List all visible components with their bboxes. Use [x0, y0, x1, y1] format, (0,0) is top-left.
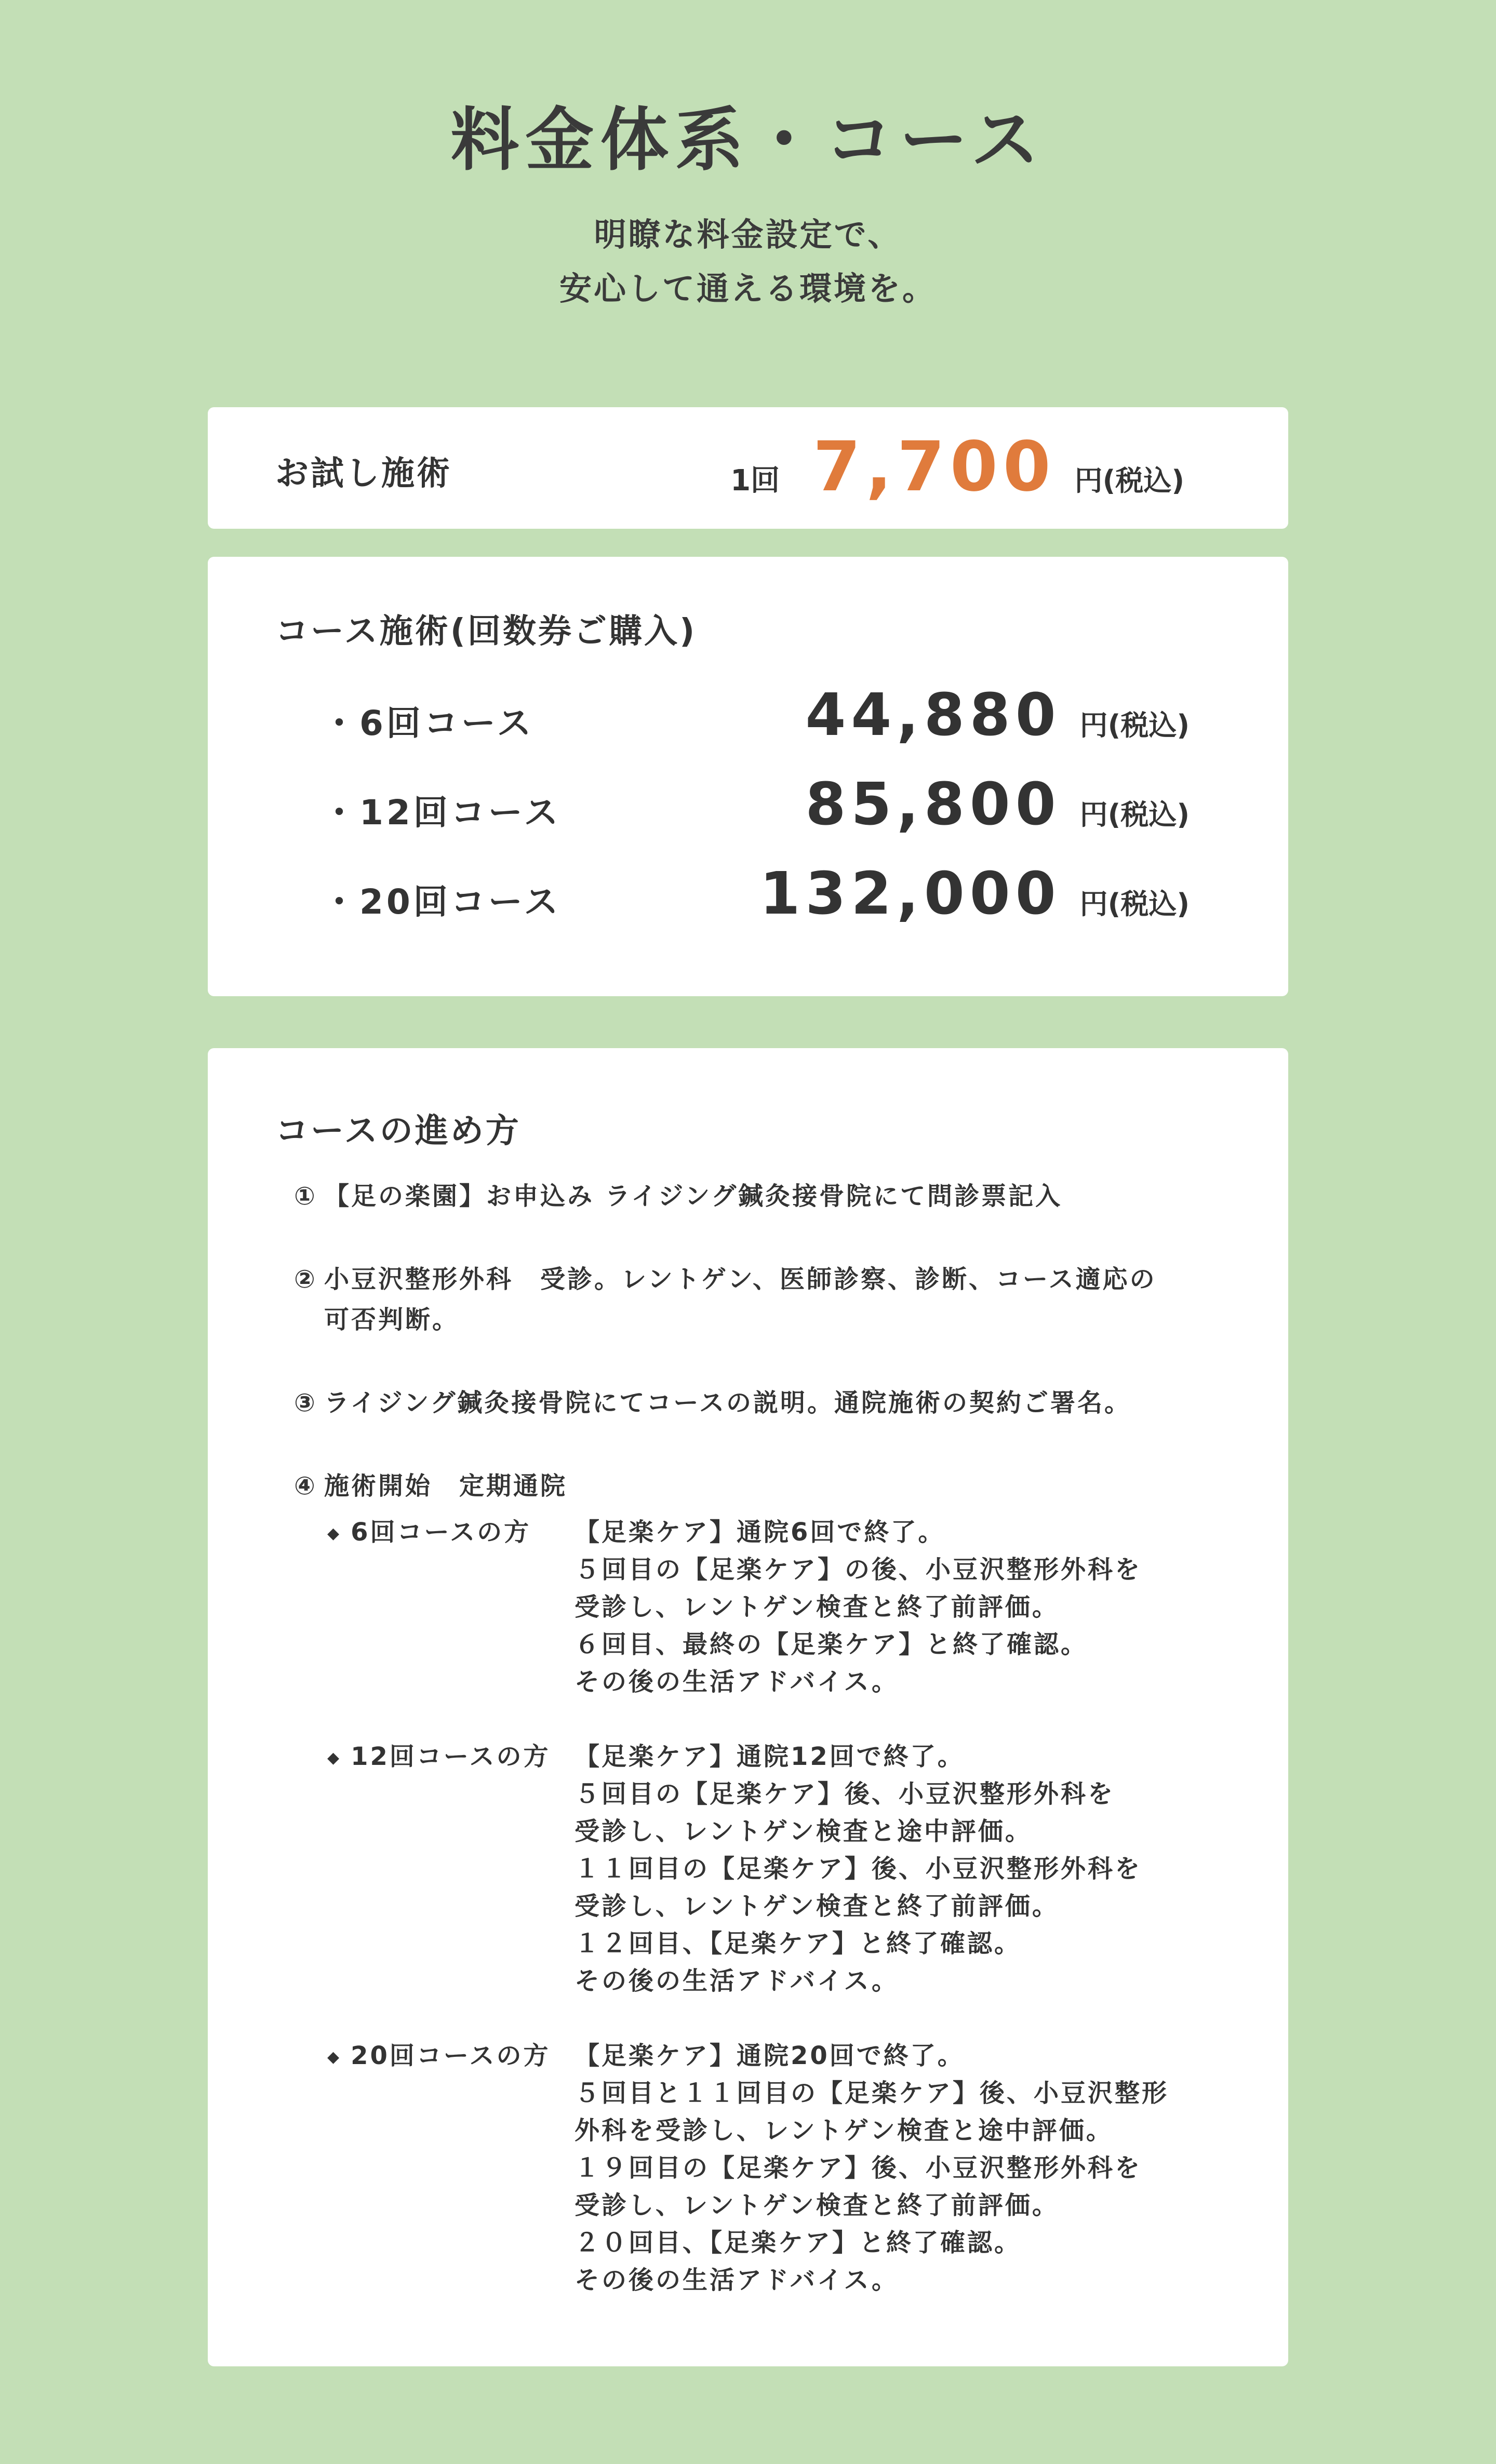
- plan-line: 受診し、レントゲン検査と途中評価。: [575, 1817, 1032, 1846]
- trial-price: [730, 428, 1184, 506]
- trial-amount: 7,700: [813, 427, 1056, 507]
- plan-line: 【足楽ケア】通院12回で終了。: [575, 1742, 965, 1771]
- flow-steps: [294, 1176, 1219, 2299]
- course-row-12: [322, 771, 1190, 860]
- plan-line: 受診し、レントゲン検査と終了前評価。: [575, 2191, 1059, 2220]
- step-4: [294, 1466, 1219, 1506]
- plan-line: ５回目の【足楽ケア】後、小豆沢整形外科を: [575, 1779, 1115, 1809]
- course-name: ・12回コース: [322, 793, 562, 833]
- plan-label-text: 12回コースの方: [351, 1742, 551, 1771]
- course-price: 85,800: [805, 771, 1061, 838]
- flow-card: [208, 1048, 1288, 2366]
- plan-line: １２回目、【足楽ケア】と終了確認。: [575, 1929, 1022, 1958]
- page-header: [0, 99, 1496, 316]
- plan-line: ５回目の【足楽ケア】の後、小豆沢整形外科を: [575, 1555, 1142, 1584]
- plan-line: １９回目の【足楽ケア】後、小豆沢整形外科を: [575, 2153, 1142, 2182]
- step-number: ③: [294, 1388, 317, 1417]
- tax-label: (税込): [1107, 709, 1190, 742]
- course-yen: [1080, 882, 1190, 922]
- step-text-continued: 可否判断。: [324, 1305, 460, 1334]
- course-price: 44,880: [805, 681, 1061, 749]
- plan-description: [575, 1738, 1219, 2000]
- trial-count: 1回: [730, 464, 780, 498]
- plan-6: [294, 1514, 1219, 1700]
- page-title: 料金体系・コース: [450, 100, 1046, 180]
- tax-label: (税込): [1102, 464, 1184, 497]
- diamond-bullet-icon: ◆: [327, 2048, 342, 2066]
- plan-line: 受診し、レントゲン検査と終了前評価。: [575, 1892, 1059, 1921]
- step-1: [294, 1176, 1219, 1216]
- course-heading: コース施術(回数券ご購入): [275, 612, 697, 651]
- yen-label: 円: [1074, 464, 1103, 497]
- plan-label-text: 6回コースの方: [351, 1518, 531, 1547]
- plan-line: ２０回目、【足楽ケア】と終了確認。: [575, 2228, 1022, 2257]
- step-number: ①: [294, 1182, 317, 1211]
- step-text: ライジング鍼灸接骨院にてコースの説明。通院施術の契約ご署名。: [324, 1388, 1132, 1417]
- diamond-bullet-icon: ◆: [327, 1749, 342, 1767]
- step-text: 施術開始 定期通院: [324, 1471, 568, 1501]
- plan-line: その後の生活アドバイス。: [575, 1966, 899, 1996]
- plan-line: 受診し、レントゲン検査と終了前評価。: [575, 1592, 1059, 1622]
- plan-line: その後の生活アドバイス。: [575, 2266, 899, 2295]
- course-yen: [1080, 703, 1190, 743]
- course-row-6: [322, 681, 1190, 771]
- plan-line: １１回目の【足楽ケア】後、小豆沢整形外科を: [575, 1854, 1142, 1883]
- tax-label: (税込): [1107, 798, 1190, 831]
- flow-heading: コースの進め方: [275, 1112, 521, 1150]
- course-yen: [1080, 793, 1190, 833]
- tax-label: (税込): [1107, 888, 1190, 920]
- yen-label: 円: [1079, 798, 1108, 831]
- step-text: 小豆沢整形外科 受診。レントゲン、医師診察、診断、コース適応の: [324, 1265, 1157, 1294]
- plan-line: 外科を受診し、レントゲン検査と途中評価。: [575, 2116, 1113, 2145]
- plan-line: ５回目と１１回目の【足楽ケア】後、小豆沢整形: [575, 2079, 1169, 2108]
- course-price: 132,000: [759, 860, 1061, 928]
- plan-label: [294, 2037, 575, 2299]
- plan-description: [575, 1514, 1219, 1700]
- page-subtitle: [0, 208, 1496, 316]
- plan-description: [575, 2037, 1219, 2299]
- plan-20: [294, 2037, 1219, 2299]
- trial-card: [208, 407, 1288, 529]
- plan-line: 【足楽ケア】通院6回で終了。: [575, 1518, 945, 1547]
- course-name: ・20回コース: [322, 882, 562, 922]
- course-price-group: [805, 771, 1190, 838]
- subtitle-line-2: 安心して通える環境を。: [559, 270, 937, 307]
- yen-label: 円: [1079, 888, 1108, 920]
- step-3: [294, 1383, 1219, 1423]
- course-price-group: [760, 860, 1190, 928]
- trial-yen: [1075, 459, 1184, 499]
- plan-label: [294, 1514, 575, 1700]
- step-2: [294, 1259, 1219, 1340]
- step-number: ④: [294, 1471, 317, 1501]
- subtitle-line-1: 明瞭な料金設定で、: [594, 216, 902, 253]
- diamond-bullet-icon: ◆: [327, 1524, 342, 1543]
- plan-line: 【足楽ケア】通院20回で終了。: [575, 2041, 965, 2070]
- course-list: [322, 681, 1190, 949]
- course-card: [208, 557, 1288, 996]
- plan-line: ６回目、最終の【足楽ケア】と終了確認。: [575, 1630, 1088, 1659]
- step-number: ②: [294, 1265, 317, 1294]
- course-row-20: [322, 860, 1190, 949]
- step-text: 【足の楽園】お申込み ライジング鍼灸接骨院にて問診票記入: [324, 1182, 1063, 1211]
- plan-label: [294, 1738, 575, 2000]
- plan-label-text: 20回コースの方: [351, 2041, 551, 2070]
- course-price-group: [805, 681, 1190, 749]
- plan-12: [294, 1738, 1219, 2000]
- trial-label: お試し施術: [275, 454, 452, 493]
- plan-line: その後の生活アドバイス。: [575, 1667, 899, 1696]
- yen-label: 円: [1079, 709, 1108, 742]
- plan-list: [294, 1514, 1219, 2299]
- course-name: ・6回コース: [322, 703, 535, 743]
